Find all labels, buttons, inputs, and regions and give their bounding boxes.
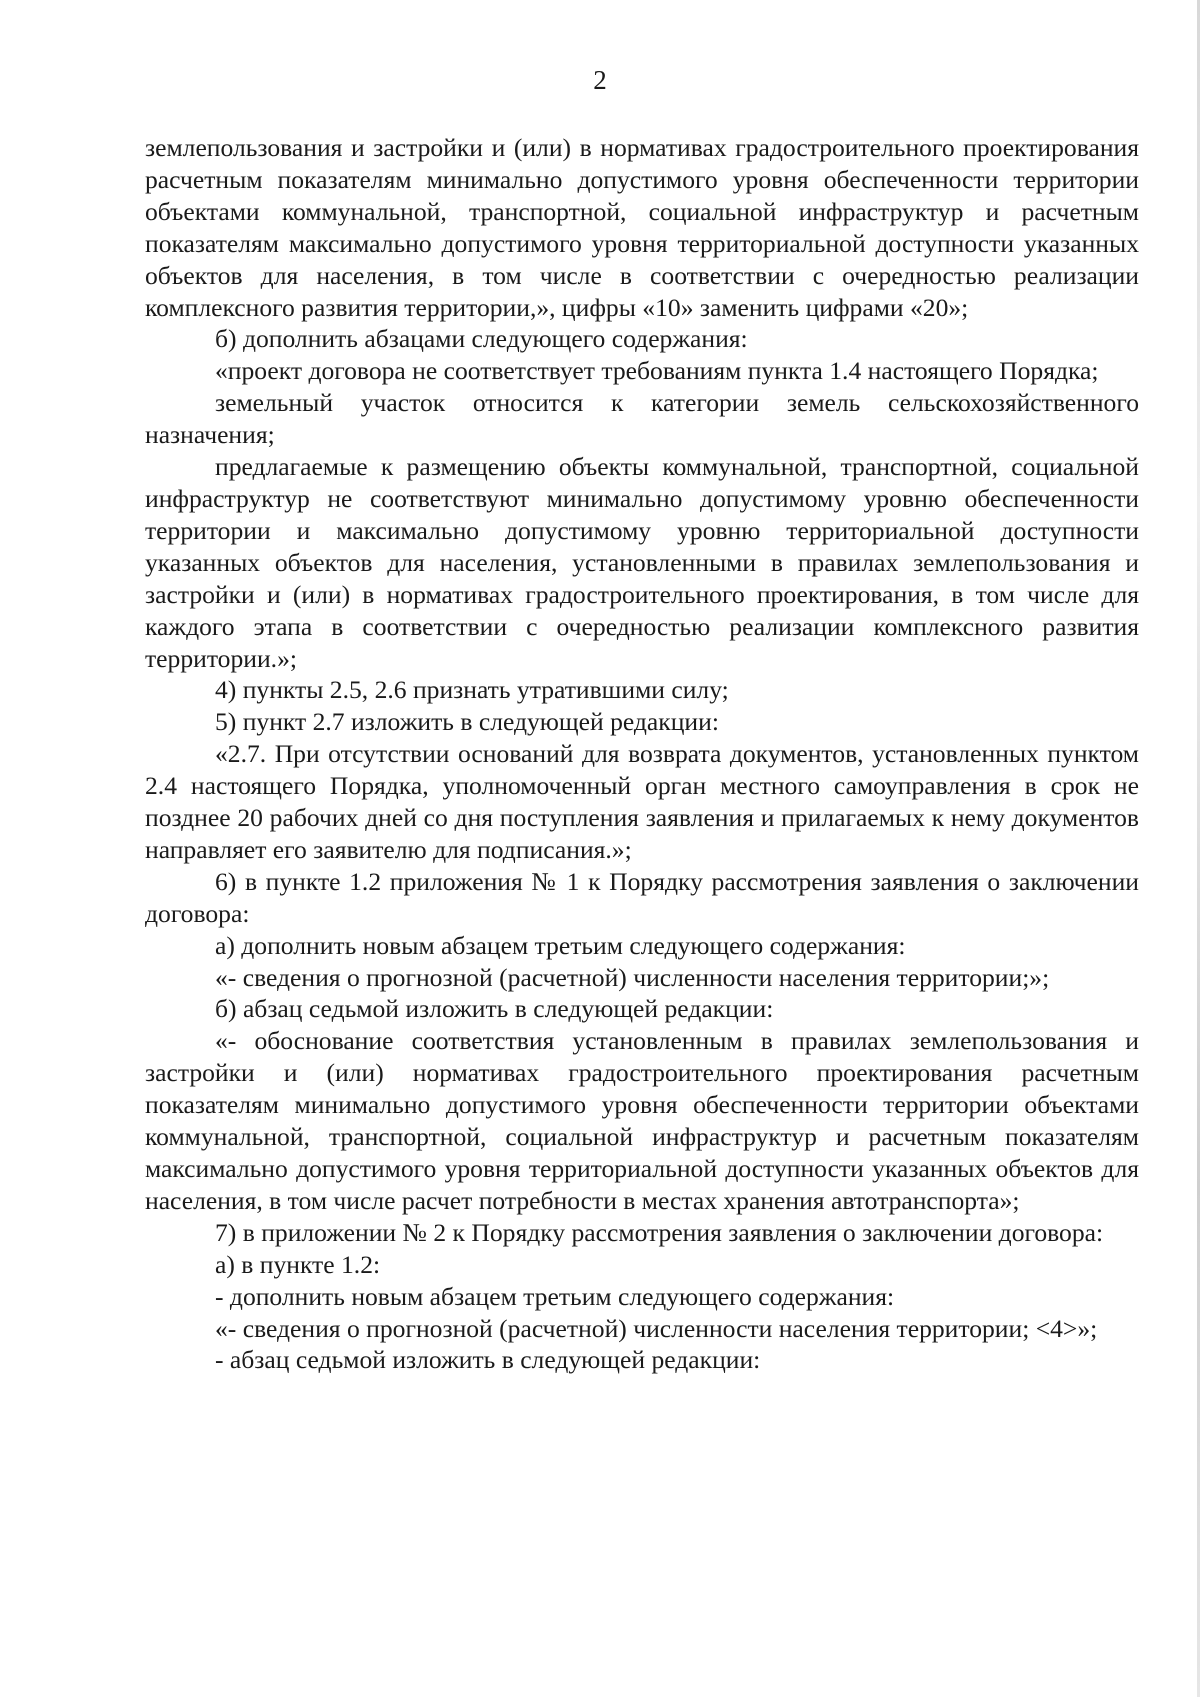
paragraph: - дополнить новым абзацем третьим следующего содержания: (215, 1281, 895, 1311)
paragraph: «- сведения о прогнозной (расчетной) численности населения территории;»; (215, 962, 1050, 992)
paragraph: б) дополнить абзацами следующего содержания: (215, 324, 748, 354)
paragraph: б) абзац седьмой изложить в следующей редакции: (215, 994, 774, 1024)
paragraph: «проект договора не соответствует требованиям пункта 1.4 настоящего Порядка; (215, 356, 1099, 386)
paragraph: «2.7. При отсутствии оснований для возврата документов, установленных пунктом 2.4 настоящего Порядка, уполномоченный орган местного самоуправления в срок не позднее 20 рабочих дней со дня поступления заявления и прилагаемых к нему документов направляет его заявителю для подписания.»; (145, 739, 1139, 864)
paragraph: а) в пункте 1.2: (215, 1249, 381, 1279)
paragraph: «- сведения о прогнозной (расчетной) численности населения территории; <4>»; (215, 1313, 1098, 1343)
document-body (145, 132, 1139, 1376)
page-number: 2 (593, 65, 607, 95)
paragraph: а) дополнить новым абзацем третьим следующего содержания: (215, 930, 906, 960)
paragraph: предлагаемые к размещению объекты коммунальной, транспортной, социальной инфраструктур не соответствуют минимально допустимому уровню обеспеченности территории и максимально допустимому уровню территориальной доступности указанных объектов для населения, установленными в правилах землепользования и застройки и (или) в нормативах градостроительного проектирования, в том числе для каждого этапа в соответствии с очередностью реализации комплексного развития территории.»; (145, 452, 1139, 673)
paragraph: земельный участок относится к категории земель сельскохозяйственного назначения; (145, 388, 1139, 450)
paragraph: 6) в пункте 1.2 приложения № 1 к Порядку рассмотрения заявления о заключении договора: (145, 866, 1139, 928)
paragraph-continuation: землепользования и застройки и (или) в нормативах градостроительного проектирования расчетным показателям минимально допустимого уровня обеспеченности территории объектами коммунальной, транспортной, социальной инфраструктур и расчетным показателям максимально допустимого уровня территориальной доступности указанных объектов для населения, в том числе в соответствии с очередностью реализации комплексного развития территории,», цифры «10» заменить цифрами «20»; (145, 133, 1139, 322)
paragraph: «- обоснование соответствия установленным в правилах землепользования и застройки и (или) нормативах градостроительного проектирования расчетным показателям минимально допустимого уровня обеспеченности территории объектами коммунальной, транспортной, социальной инфраструктур и расчетным показателям максимально допустимого уровня территориальной доступности указанных объектов для населения, в том числе расчет потребности в местах хранения автотранспорта»; (145, 1026, 1139, 1215)
paragraph: 7) в приложении № 2 к Порядку рассмотрения заявления о заключении договора: (215, 1217, 1104, 1247)
paragraph: - абзац седьмой изложить в следующей редакции: (215, 1345, 761, 1375)
paragraph: 5) пункт 2.7 изложить в следующей редакции: (215, 707, 719, 737)
paragraph: 4) пункты 2.5, 2.6 признать утратившими силу; (215, 675, 729, 705)
